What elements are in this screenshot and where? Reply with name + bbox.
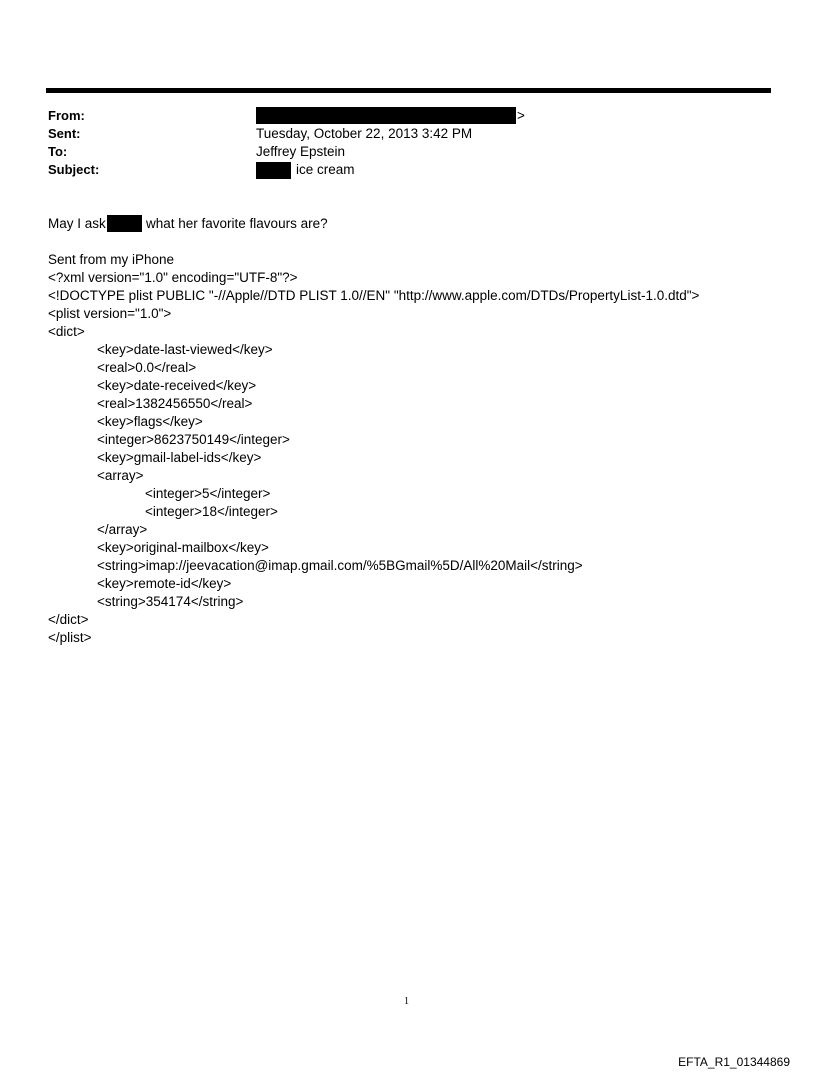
xml-line: <string>imap://jeevacation@imap.gmail.com/%5BGmail%5D/All%20Mail</string> <box>97 558 583 573</box>
from-label: From: <box>48 108 85 123</box>
to-value: Jeffrey Epstein <box>256 144 346 159</box>
xml-line: <integer>18</integer> <box>145 504 278 519</box>
xml-line: <real>0.0</real> <box>97 360 197 375</box>
to-label: To: <box>48 144 68 159</box>
question-suffix: what her favorite flavours are? <box>146 216 328 231</box>
xml-line: <real>1382456550</real> <box>97 396 253 411</box>
xml-line: </plist> <box>48 630 92 645</box>
sent-label: Sent: <box>48 126 81 141</box>
bates-number: EFTA_R1_01344869 <box>678 1055 790 1069</box>
subject-label: Subject: <box>48 162 100 177</box>
page-number: 1 <box>404 996 409 1007</box>
xml-line: <array> <box>97 468 144 483</box>
xml-line: <key>date-received</key> <box>97 378 257 393</box>
xml-line: <plist version="1.0"> <box>48 306 172 321</box>
header-rule <box>46 88 771 93</box>
xml-line: <!DOCTYPE plist PUBLIC "-//Apple//DTD PLIST 1.0//EN" "http://www.apple.com/DTDs/PropertyList-1.0.dtd"> <box>48 288 700 303</box>
name-redaction <box>107 215 142 232</box>
xml-line: <dict> <box>48 324 85 339</box>
from-suffix: > <box>517 108 525 123</box>
xml-line: </array> <box>97 522 148 537</box>
xml-line: <integer>8623750149</integer> <box>97 432 290 447</box>
xml-line: <key>original-mailbox</key> <box>97 540 269 555</box>
sent-value: Tuesday, October 22, 2013 3:42 PM <box>256 126 473 141</box>
subject-redaction <box>256 162 291 179</box>
xml-line: <key>date-last-viewed</key> <box>97 342 273 357</box>
xml-line: <key>remote-id</key> <box>97 576 232 591</box>
xml-line: <integer>5</integer> <box>145 486 271 501</box>
xml-line: </dict> <box>48 612 89 627</box>
signature: Sent from my iPhone <box>48 252 175 267</box>
subject-value: ice cream <box>296 162 355 177</box>
xml-line: <string>354174</string> <box>97 594 244 609</box>
from-redaction <box>256 107 516 124</box>
xml-line: <?xml version="1.0" encoding="UTF-8"?> <box>48 270 298 285</box>
xml-line: <key>gmail-label-ids</key> <box>97 450 262 465</box>
question-prefix: May I ask <box>48 216 106 231</box>
xml-line: <key>flags</key> <box>97 414 203 429</box>
